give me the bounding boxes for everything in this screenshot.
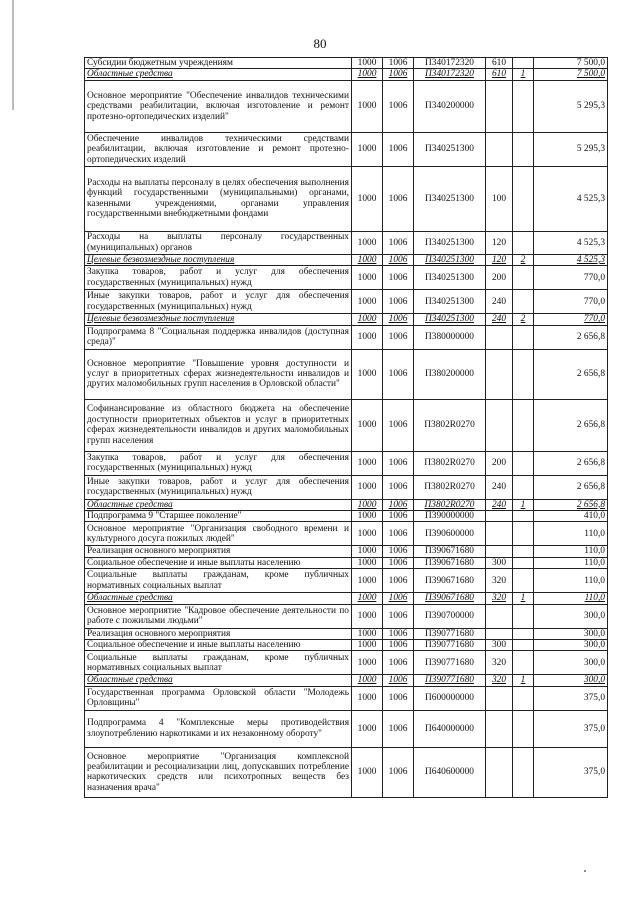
section-code-cell: 1000 <box>352 546 383 557</box>
funding-source-cell <box>513 511 534 522</box>
expense-type-cell: 240 <box>486 314 513 325</box>
expense-type-cell <box>486 710 513 747</box>
expense-type-cell <box>486 686 513 710</box>
row-name-cell: Областные средства <box>85 69 352 80</box>
amount-cell: 375,0 <box>534 710 608 747</box>
table-row <box>85 349 608 399</box>
target-article-cell: П340251300 <box>414 254 486 265</box>
table-row <box>85 569 608 593</box>
section-code-cell: 1000 <box>352 640 383 651</box>
amount-cell: 2 656,8 <box>534 399 608 451</box>
target-article-cell: П390000000 <box>414 511 486 522</box>
expense-type-cell: 610 <box>486 69 513 80</box>
section-code-cell: 1000 <box>352 593 383 604</box>
funding-source-cell <box>513 80 534 132</box>
subsection-code-cell: 1006 <box>383 593 414 604</box>
amount-cell: 4 525,3 <box>534 254 608 265</box>
target-article-cell: П340251300 <box>414 231 486 254</box>
expense-type-cell: 300 <box>486 557 513 568</box>
funding-source-cell <box>513 522 534 546</box>
expense-type-cell: 200 <box>486 266 513 290</box>
target-article-cell: П3802R0270 <box>414 499 486 510</box>
amount-cell: 4 525,3 <box>534 231 608 254</box>
subsection-code-cell: 1006 <box>383 651 414 675</box>
row-name-cell: Иные закупки товаров, работ и услуг для обеспечения государственных (муниципальных) нужд <box>85 475 352 499</box>
amount-cell: 110,0 <box>534 557 608 568</box>
expense-type-cell: 240 <box>486 290 513 314</box>
table-row <box>85 266 608 290</box>
subsection-code-cell: 1006 <box>383 511 414 522</box>
expense-type-cell <box>486 511 513 522</box>
amount-cell: 300,0 <box>534 628 608 639</box>
table-row <box>85 686 608 710</box>
target-article-cell: П640000000 <box>414 710 486 747</box>
row-name-cell: Подпрограмма 4 "Комплексные меры противодействия злоупотреблению наркотиками и их незаконному обороту" <box>85 710 352 747</box>
section-code-cell: 1000 <box>352 231 383 254</box>
table-row <box>85 290 608 314</box>
subsection-code-cell: 1006 <box>383 557 414 568</box>
section-code-cell: 1000 <box>352 511 383 522</box>
row-name-cell: Основное мероприятие "Организация комплексной реабилитации и ресоциализации лиц, допускавших потребление наркотических средств или психотропных веществ без назначения врача" <box>85 747 352 797</box>
row-name-cell: Софинансирование из областного бюджета на обеспечение доступности приоритетных объектов и услуг в приоритетных сферах жизнедеятельности инвалидов и других маломобильных групп населения <box>85 399 352 451</box>
amount-cell: 7 500,0 <box>534 69 608 80</box>
section-code-cell: 1000 <box>352 675 383 686</box>
subsection-code-cell: 1006 <box>383 325 414 349</box>
table-row <box>85 557 608 568</box>
subsection-code-cell: 1006 <box>383 314 414 325</box>
page-number: 80 <box>313 36 327 51</box>
budget-table <box>84 57 608 798</box>
section-code-cell: 1000 <box>352 451 383 475</box>
funding-source-cell <box>513 132 534 166</box>
row-name-cell: Основное мероприятие "Кадровое обеспечение деятельности по работе с пожилыми людьми" <box>85 604 352 628</box>
funding-source-cell <box>513 546 534 557</box>
expense-type-cell: 320 <box>486 569 513 593</box>
row-name-cell: Реализация основного мероприятия <box>85 546 352 557</box>
section-code-cell: 1000 <box>352 254 383 265</box>
subsection-code-cell: 1006 <box>383 747 414 797</box>
subsection-code-cell: 1006 <box>383 80 414 132</box>
table-row <box>85 80 608 132</box>
expense-type-cell <box>486 325 513 349</box>
expense-type-cell: 300 <box>486 640 513 651</box>
table-row <box>85 710 608 747</box>
section-code-cell: 1000 <box>352 499 383 510</box>
table-row <box>85 166 608 231</box>
funding-source-cell <box>513 399 534 451</box>
row-name-cell: Социальные выплаты гражданам, кроме публичных нормативных социальных выплат <box>85 651 352 675</box>
funding-source-cell <box>513 557 534 568</box>
table-body <box>85 58 608 798</box>
expense-type-cell: 120 <box>486 254 513 265</box>
amount-cell: 7 500,0 <box>534 58 608 69</box>
section-code-cell: 1000 <box>352 522 383 546</box>
section-code-cell: 1000 <box>352 569 383 593</box>
row-name-cell: Основное мероприятие "Организация свободного времени и культурного досуга пожилых людей" <box>85 522 352 546</box>
target-article-cell: П390771680 <box>414 628 486 639</box>
row-name-cell: Областные средства <box>85 675 352 686</box>
section-code-cell: 1000 <box>352 349 383 399</box>
target-article-cell: П340251300 <box>414 132 486 166</box>
table-row <box>85 499 608 510</box>
scan-speck <box>584 870 586 872</box>
row-name-cell: Подпрограмма 8 "Социальная поддержка инвалидов (доступная среда)" <box>85 325 352 349</box>
section-code-cell: 1000 <box>352 475 383 499</box>
amount-cell: 375,0 <box>534 686 608 710</box>
funding-source-cell <box>513 451 534 475</box>
amount-cell: 110,0 <box>534 546 608 557</box>
target-article-cell: П340251300 <box>414 266 486 290</box>
amount-cell: 770,0 <box>534 314 608 325</box>
funding-source-cell <box>513 58 534 69</box>
amount-cell: 2 656,8 <box>534 451 608 475</box>
amount-cell: 5 295,3 <box>534 132 608 166</box>
subsection-code-cell: 1006 <box>383 69 414 80</box>
funding-source-cell <box>513 651 534 675</box>
target-article-cell: П390671680 <box>414 569 486 593</box>
funding-source-cell: 2 <box>513 254 534 265</box>
expense-type-cell: 120 <box>486 231 513 254</box>
row-name-cell: Реализация основного мероприятия <box>85 628 352 639</box>
expense-type-cell: 320 <box>486 593 513 604</box>
row-name-cell: Расходы на выплаты персоналу государственных (муниципальных) органов <box>85 231 352 254</box>
table-row <box>85 475 608 499</box>
funding-source-cell <box>513 640 534 651</box>
row-name-cell: Целевые безвозмездные поступления <box>85 314 352 325</box>
subsection-code-cell: 1006 <box>383 166 414 231</box>
expense-type-cell <box>486 80 513 132</box>
subsection-code-cell: 1006 <box>383 399 414 451</box>
target-article-cell: П340172320 <box>414 69 486 80</box>
target-article-cell: П340251300 <box>414 166 486 231</box>
table-row <box>85 747 608 797</box>
amount-cell: 300,0 <box>534 675 608 686</box>
target-article-cell: П390671680 <box>414 557 486 568</box>
section-code-cell: 1000 <box>352 314 383 325</box>
target-article-cell: П390771680 <box>414 675 486 686</box>
row-name-cell: Социальное обеспечение и иные выплаты населению <box>85 640 352 651</box>
target-article-cell: П640600000 <box>414 747 486 797</box>
subsection-code-cell: 1006 <box>383 132 414 166</box>
expense-type-cell: 200 <box>486 451 513 475</box>
row-name-cell: Закупка товаров, работ и услуг для обеспечения государственных (муниципальных) нужд <box>85 451 352 475</box>
row-name-cell: Субсидии бюджетным учреждениям <box>85 58 352 69</box>
expense-type-cell: 100 <box>486 166 513 231</box>
subsection-code-cell: 1006 <box>383 254 414 265</box>
funding-source-cell <box>513 628 534 639</box>
section-code-cell: 1000 <box>352 290 383 314</box>
table-row <box>85 546 608 557</box>
amount-cell: 375,0 <box>534 747 608 797</box>
funding-source-cell <box>513 349 534 399</box>
funding-source-cell <box>513 686 534 710</box>
table-row <box>85 628 608 639</box>
row-name-cell: Расходы на выплаты персоналу в целях обеспечения выполнения функций государственными (муниципальными) органами, казенными учреждениями, органами управления государственными внебюджетными фондами <box>85 166 352 231</box>
target-article-cell: П3802R0270 <box>414 451 486 475</box>
subsection-code-cell: 1006 <box>383 349 414 399</box>
table-row <box>85 58 608 69</box>
expense-type-cell <box>486 747 513 797</box>
section-code-cell: 1000 <box>352 166 383 231</box>
amount-cell: 770,0 <box>534 290 608 314</box>
amount-cell: 110,0 <box>534 522 608 546</box>
subsection-code-cell: 1006 <box>383 231 414 254</box>
section-code-cell: 1000 <box>352 132 383 166</box>
funding-source-cell <box>513 569 534 593</box>
expense-type-cell: 610 <box>486 58 513 69</box>
subsection-code-cell: 1006 <box>383 58 414 69</box>
row-name-cell: Областные средства <box>85 499 352 510</box>
row-name-cell: Подпрограмма 9 "Старшее поколение" <box>85 511 352 522</box>
section-code-cell: 1000 <box>352 710 383 747</box>
amount-cell: 2 656,8 <box>534 349 608 399</box>
row-name-cell: Обеспечение инвалидов техническими средствами реабилитации, включая изготовление и ремонт протезно-ортопедических изделий <box>85 132 352 166</box>
table-row <box>85 640 608 651</box>
target-article-cell: П390671680 <box>414 593 486 604</box>
section-code-cell: 1000 <box>352 266 383 290</box>
section-code-cell: 1000 <box>352 628 383 639</box>
table-row <box>85 522 608 546</box>
table-row <box>85 451 608 475</box>
section-code-cell: 1000 <box>352 747 383 797</box>
table-row <box>85 254 608 265</box>
amount-cell: 300,0 <box>534 604 608 628</box>
expense-type-cell <box>486 132 513 166</box>
subsection-code-cell: 1006 <box>383 675 414 686</box>
row-name-cell: Основное мероприятие "Повышение уровня доступности и услуг в приоритетных сферах жизнедеятельности инвалидов и других маломобильных групп населения в Орловской области" <box>85 349 352 399</box>
expense-type-cell <box>486 628 513 639</box>
funding-source-cell: 2 <box>513 314 534 325</box>
subsection-code-cell: 1006 <box>383 569 414 593</box>
target-article-cell: П3802R0270 <box>414 475 486 499</box>
funding-source-cell <box>513 475 534 499</box>
amount-cell: 4 525,3 <box>534 166 608 231</box>
row-name-cell: Государственная программа Орловской области "Молодежь Орловщины" <box>85 686 352 710</box>
expense-type-cell <box>486 546 513 557</box>
subsection-code-cell: 1006 <box>383 686 414 710</box>
funding-source-cell <box>513 325 534 349</box>
section-code-cell: 1000 <box>352 557 383 568</box>
table-row <box>85 399 608 451</box>
amount-cell: 2 656,8 <box>534 475 608 499</box>
target-article-cell: П340200000 <box>414 80 486 132</box>
section-code-cell: 1000 <box>352 399 383 451</box>
row-name-cell: Иные закупки товаров, работ и услуг для обеспечения государственных (муниципальных) нужд <box>85 290 352 314</box>
funding-source-cell: 1 <box>513 69 534 80</box>
section-code-cell: 1000 <box>352 604 383 628</box>
amount-cell: 2 656,8 <box>534 499 608 510</box>
expense-type-cell: 320 <box>486 675 513 686</box>
funding-source-cell: 1 <box>513 499 534 510</box>
target-article-cell: П390771680 <box>414 651 486 675</box>
expense-type-cell: 240 <box>486 499 513 510</box>
subsection-code-cell: 1006 <box>383 475 414 499</box>
subsection-code-cell: 1006 <box>383 628 414 639</box>
table-row <box>85 314 608 325</box>
funding-source-cell <box>513 747 534 797</box>
subsection-code-cell: 1006 <box>383 640 414 651</box>
subsection-code-cell: 1006 <box>383 266 414 290</box>
table-row <box>85 325 608 349</box>
subsection-code-cell: 1006 <box>383 604 414 628</box>
table-row <box>85 69 608 80</box>
funding-source-cell <box>513 290 534 314</box>
amount-cell: 2 656,8 <box>534 325 608 349</box>
target-article-cell: П3802R0270 <box>414 399 486 451</box>
row-name-cell: Областные средства <box>85 593 352 604</box>
target-article-cell: П340251300 <box>414 314 486 325</box>
amount-cell: 110,0 <box>534 569 608 593</box>
subsection-code-cell: 1006 <box>383 710 414 747</box>
section-code-cell: 1000 <box>352 58 383 69</box>
amount-cell: 5 295,3 <box>534 80 608 132</box>
section-code-cell: 1000 <box>352 69 383 80</box>
amount-cell: 410,0 <box>534 511 608 522</box>
subsection-code-cell: 1006 <box>383 499 414 510</box>
section-code-cell: 1000 <box>352 325 383 349</box>
row-name-cell: Социальные выплаты гражданам, кроме публичных нормативных социальных выплат <box>85 569 352 593</box>
table-row <box>85 593 608 604</box>
table-row <box>85 231 608 254</box>
subsection-code-cell: 1006 <box>383 522 414 546</box>
target-article-cell: П380000000 <box>414 325 486 349</box>
row-name-cell: Целевые безвозмездные поступления <box>85 254 352 265</box>
section-code-cell: 1000 <box>352 686 383 710</box>
funding-source-cell <box>513 231 534 254</box>
target-article-cell: П380200000 <box>414 349 486 399</box>
section-code-cell: 1000 <box>352 651 383 675</box>
target-article-cell: П340172320 <box>414 58 486 69</box>
row-name-cell: Закупка товаров, работ и услуг для обеспечения государственных (муниципальных) нужд <box>85 266 352 290</box>
amount-cell: 300,0 <box>534 651 608 675</box>
funding-source-cell: 1 <box>513 675 534 686</box>
table-row <box>85 132 608 166</box>
funding-source-cell <box>513 710 534 747</box>
target-article-cell: П600000000 <box>414 686 486 710</box>
funding-source-cell: 1 <box>513 593 534 604</box>
expense-type-cell <box>486 399 513 451</box>
expense-type-cell: 320 <box>486 651 513 675</box>
expense-type-cell <box>486 604 513 628</box>
expense-type-cell <box>486 349 513 399</box>
table-row <box>85 651 608 675</box>
subsection-code-cell: 1006 <box>383 451 414 475</box>
amount-cell: 300,0 <box>534 640 608 651</box>
scan-margin-mark <box>12 0 14 110</box>
row-name-cell: Основное мероприятие "Обеспечение инвалидов техническими средствами реабилитации, включая изготовление и ремонт протезно-ортопедических изделий" <box>85 80 352 132</box>
section-code-cell: 1000 <box>352 80 383 132</box>
target-article-cell: П340251300 <box>414 290 486 314</box>
target-article-cell: П390700000 <box>414 604 486 628</box>
funding-source-cell <box>513 604 534 628</box>
target-article-cell: П390671680 <box>414 546 486 557</box>
subsection-code-cell: 1006 <box>383 290 414 314</box>
funding-source-cell <box>513 166 534 231</box>
expense-type-cell: 240 <box>486 475 513 499</box>
subsection-code-cell: 1006 <box>383 546 414 557</box>
target-article-cell: П390600000 <box>414 522 486 546</box>
amount-cell: 110,0 <box>534 593 608 604</box>
amount-cell: 770,0 <box>534 266 608 290</box>
table-row <box>85 511 608 522</box>
funding-source-cell <box>513 266 534 290</box>
table-row <box>85 675 608 686</box>
row-name-cell: Социальное обеспечение и иные выплаты населению <box>85 557 352 568</box>
table-row <box>85 604 608 628</box>
target-article-cell: П390771680 <box>414 640 486 651</box>
expense-type-cell <box>486 522 513 546</box>
